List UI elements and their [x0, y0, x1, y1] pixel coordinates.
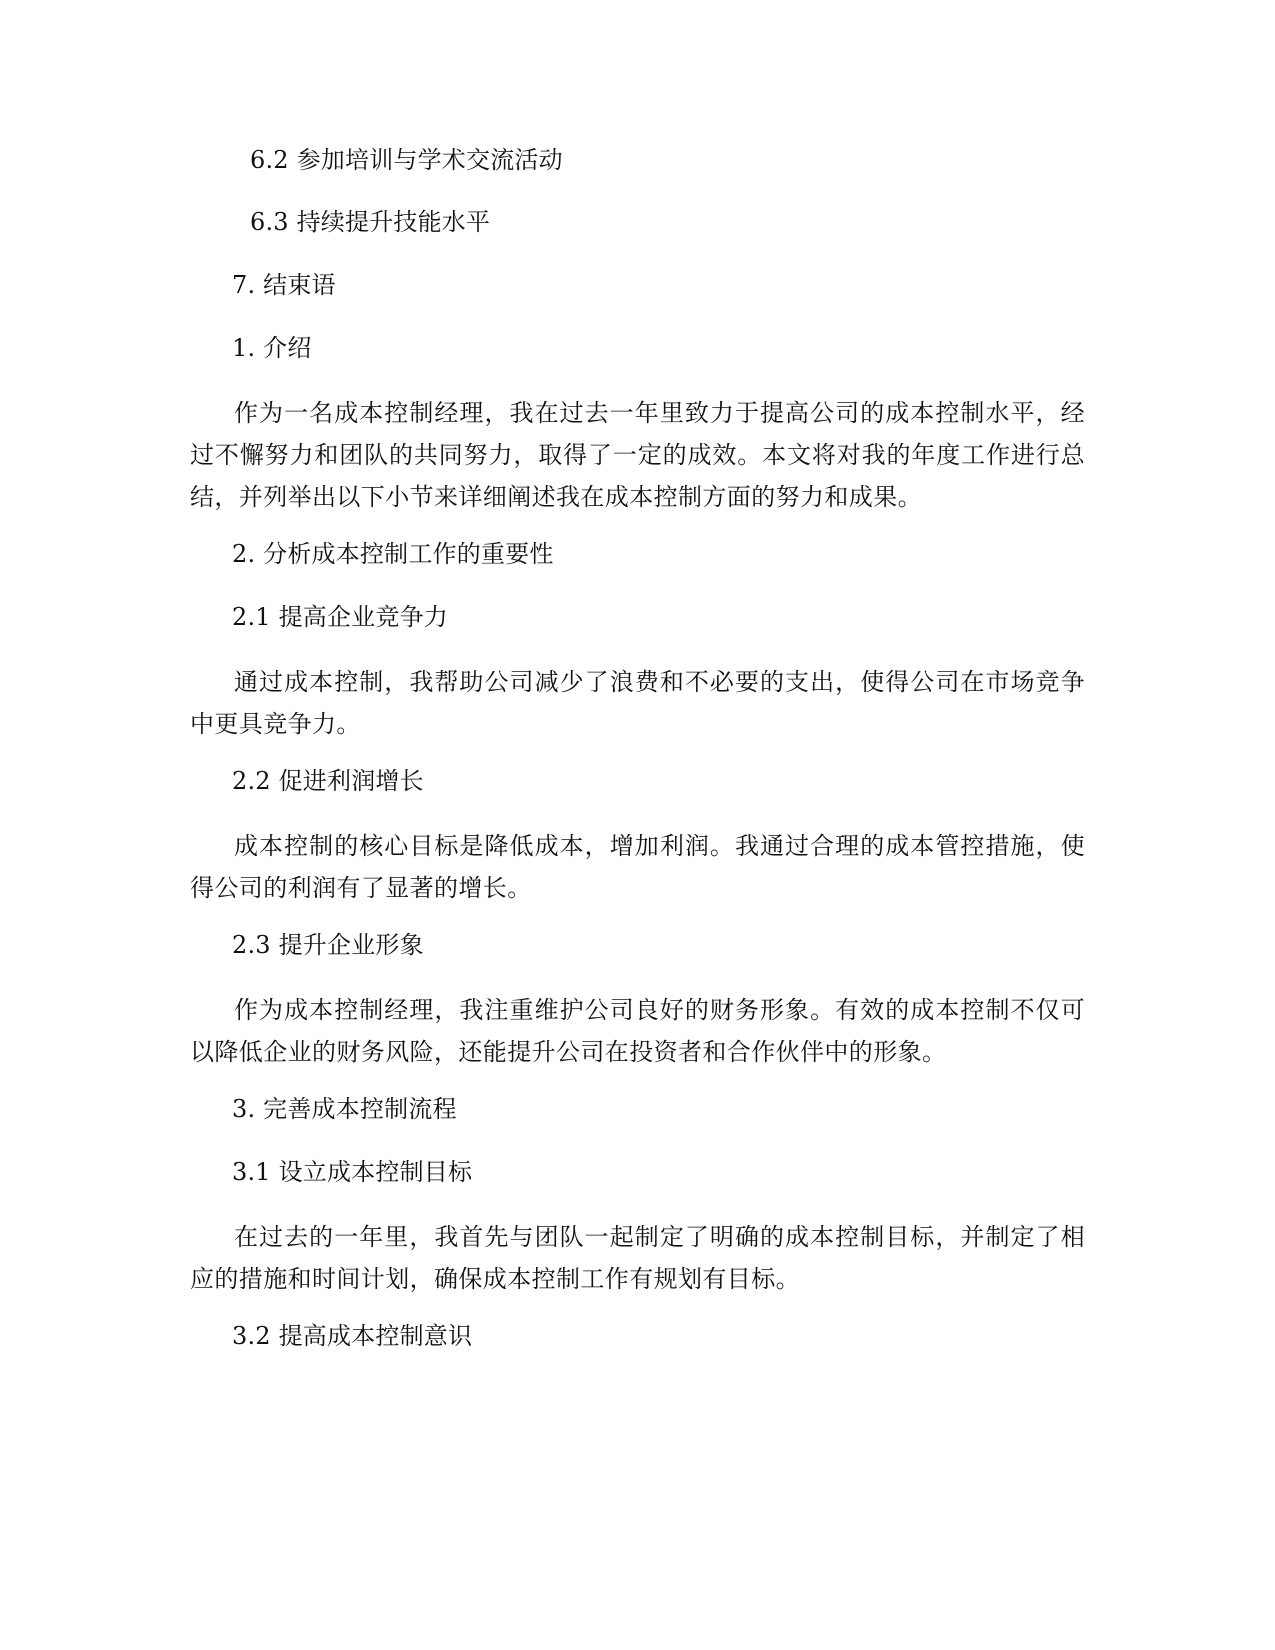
- heading-3-1: 3.1 设立成本控制目标: [232, 1158, 473, 1186]
- paragraph-cost-targets: 在过去的一年里，我首先与团队一起制定了明确的成本控制目标，并制定了相应的措施和时间计划，确保成本控制工作有规划有目标。: [190, 1223, 1085, 1293]
- heading-3-2: 3.2 提高成本控制意识: [232, 1322, 473, 1350]
- heading-3: 3. 完善成本控制流程: [232, 1095, 457, 1123]
- paragraph-corporate-image: 作为成本控制经理，我注重维护公司良好的财务形象。有效的成本控制不仅可以降低企业的财务风险，还能提升公司在投资者和合作伙伴中的形象。: [190, 996, 1085, 1066]
- paragraph-competitiveness: 通过成本控制，我帮助公司减少了浪费和不必要的支出，使得公司在市场竞争中更具竞争力。: [190, 668, 1085, 738]
- heading-2-2: 2.2 促进利润增长: [232, 767, 424, 795]
- heading-6-2: 6.2 参加培训与学术交流活动: [250, 146, 563, 174]
- heading-2-3: 2.3 提升企业形象: [232, 931, 424, 959]
- paragraph-profit-growth: 成本控制的核心目标是降低成本，增加利润。我通过合理的成本管控措施，使得公司的利润有了显著的增长。: [190, 832, 1085, 902]
- heading-1: 1. 介绍: [232, 334, 312, 362]
- heading-7: 7. 结束语: [232, 271, 336, 299]
- heading-6-3: 6.3 持续提升技能水平: [250, 208, 491, 236]
- heading-2-1: 2.1 提高企业竞争力: [232, 603, 448, 631]
- paragraph-introduction: 作为一名成本控制经理，我在过去一年里致力于提高公司的成本控制水平，经过不懈努力和团队的共同努力，取得了一定的成效。本文将对我的年度工作进行总结，并列举出以下小节来详细阐述我在成本控制方面的努力和成果。: [190, 399, 1085, 511]
- heading-2: 2. 分析成本控制工作的重要性: [232, 540, 554, 568]
